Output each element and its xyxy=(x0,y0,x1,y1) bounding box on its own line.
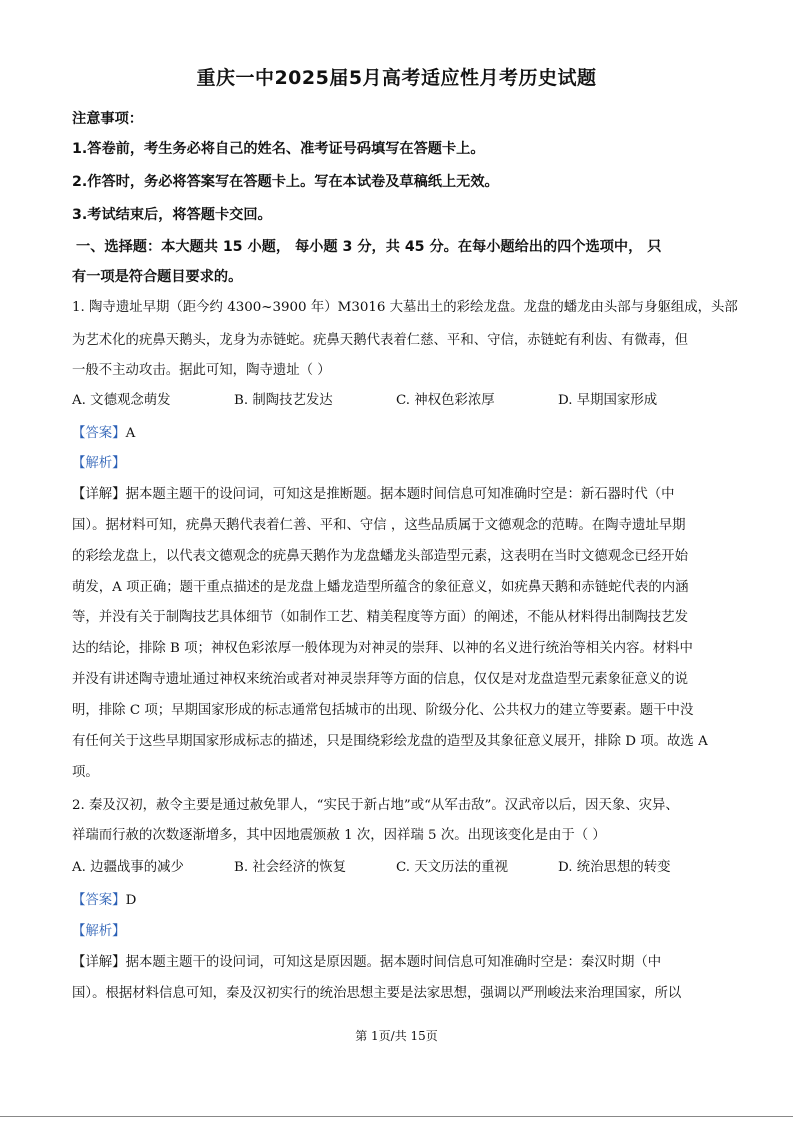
q2-answer xyxy=(72,889,732,908)
answer-tag: 【答案】 xyxy=(72,893,126,908)
notice-item-3: 3.考试结束后，将答题卡交回。 xyxy=(72,207,272,223)
q1-detail-line: 的彩绘龙盘上，以代表文德观念的疣鼻天鹅作为龙盘蟠龙头部造型元素，这表明在当时文德观念已经开始 xyxy=(72,549,688,564)
q2-stem-line: 2. 秦及汉初，赦令主要是通过赦免罪人，“实民于新占地”或“从军击敌”。汉武帝以后，因天象、灾异、 xyxy=(72,798,679,813)
q1-stem-line: 一般不主动攻击。据此可知，陶寺遗址（ ） xyxy=(72,363,331,378)
q2-stem-line: 祥瑞而行赦的次数逐渐增多，其中因地震颁赦 1 次，因祥瑞 5 次。出现该变化是由于（ ） xyxy=(72,828,606,843)
q1-detail-line: 萌发，A 项正确；题干重点描述的是龙盘上蟠龙造型所蕴含的象征意义，如疣鼻天鹅和赤链蛇代表的内涵 xyxy=(72,580,689,595)
q1-option-d: D. 早期国家形成 xyxy=(558,393,658,408)
section-heading-line-2: 有一项是符合题目要求的。 xyxy=(72,269,243,285)
q2-option-c: C. 天文历法的重视 xyxy=(396,860,509,875)
q1-detail-line: 项。 xyxy=(72,765,99,780)
page-title: 重庆一中2025届5月高考适应性月考历史试题 xyxy=(196,67,597,89)
q1-detail-line: 明，排除 C 项；早期国家形成的标志通常包括城市的出现、阶级分化、公共权力的建立等要素。题干中没 xyxy=(72,703,694,718)
q1-option-b: B. 制陶技艺发达 xyxy=(234,393,333,408)
q1-analysis xyxy=(72,452,732,471)
q1-stem-line: 为艺术化的疣鼻天鹅头，龙身为赤链蛇。疣鼻天鹅代表着仁慈、平和、守信，赤链蛇有利齿、有微毒，但 xyxy=(72,333,688,348)
notice-item-1: 1.答卷前，考生务必将自己的姓名、准考证号码填写在答题卡上。 xyxy=(72,141,485,157)
q1-detail-line xyxy=(72,483,732,502)
detail-tag: 【详解】 xyxy=(72,487,126,502)
q2-detail-line: 国）。根据材料信息可知，秦及汉初实行的统治思想主要是法家思想，强调以严刑峻法来治理国家，所以 xyxy=(72,986,682,1001)
notice-heading: 注意事项： xyxy=(72,111,143,127)
analysis-tag: 【解析】 xyxy=(72,456,126,471)
q1-option-a: A. 文德观念萌发 xyxy=(72,393,171,408)
notice-item-2: 2.作答时，务必将答案写在答题卡上。写在本试卷及草稿纸上无效。 xyxy=(72,174,499,190)
q2-detail-line xyxy=(72,951,732,970)
answer-tag: 【答案】 xyxy=(72,426,126,441)
q2-analysis xyxy=(72,920,732,939)
bottom-divider xyxy=(0,1116,793,1117)
answer-value: D xyxy=(125,893,137,908)
q1-detail-line: 达的结论，排除 B 项；神权色彩浓厚一般体现为对神灵的崇拜、以神的名义进行统治等相关内容。材料中 xyxy=(72,641,693,656)
detail-text: 据本题主题干的设问词，可知这是原因题。据本题时间信息可知准确时空是：秦汉时期（中 xyxy=(125,955,662,970)
section-heading-line-1: 一、选择题：本大题共 15 小题， 每小题 3 分，共 45 分。在每小题给出的四个选项中， 只 xyxy=(76,239,662,255)
detail-tag: 【详解】 xyxy=(72,955,126,970)
q1-detail-line: 等，并没有关于制陶技艺具体细节（如制作工艺、精美程度等方面）的阐述，不能从材料得出制陶技艺发 xyxy=(72,610,688,625)
q1-option-c: C. 神权色彩浓厚 xyxy=(396,393,495,408)
q2-option-d: D. 统治思想的转变 xyxy=(558,860,671,875)
q2-option-a: A. 边疆战事的减少 xyxy=(72,860,184,875)
q2-option-b: B. 社会经济的恢复 xyxy=(234,860,347,875)
page-number: 第 1页/共 15页 xyxy=(355,1029,438,1043)
q1-detail-line: 有任何关于这些早期国家形成标志的描述，只是围绕彩绘龙盘的造型及其象征意义展开，排除 D 项。故选 A xyxy=(72,734,708,749)
analysis-tag: 【解析】 xyxy=(72,924,126,939)
q1-detail-line: 国）。据材料可知，疣鼻天鹅代表着仁善、平和、守信 ，这些品质属于文德观念的范畴。在陶寺遗址早期 xyxy=(72,518,686,533)
answer-value: A xyxy=(125,426,136,441)
detail-text: 据本题主题干的设问词，可知这是推断题。据本题时间信息可知准确时空是：新石器时代（中 xyxy=(125,487,675,502)
q1-detail-line: 并没有讲述陶寺遗址通过神权来统治或者对神灵崇拜等方面的信息，仅仅是对龙盘造型元素象征意义的说 xyxy=(72,672,688,687)
q1-answer xyxy=(72,422,732,441)
q1-stem-line: 1. 陶寺遗址早期（距今约 4300~3900 年）M3016 大墓出土的彩绘龙盘。龙盘的蟠龙由头部与身躯组成，头部 xyxy=(72,300,738,315)
